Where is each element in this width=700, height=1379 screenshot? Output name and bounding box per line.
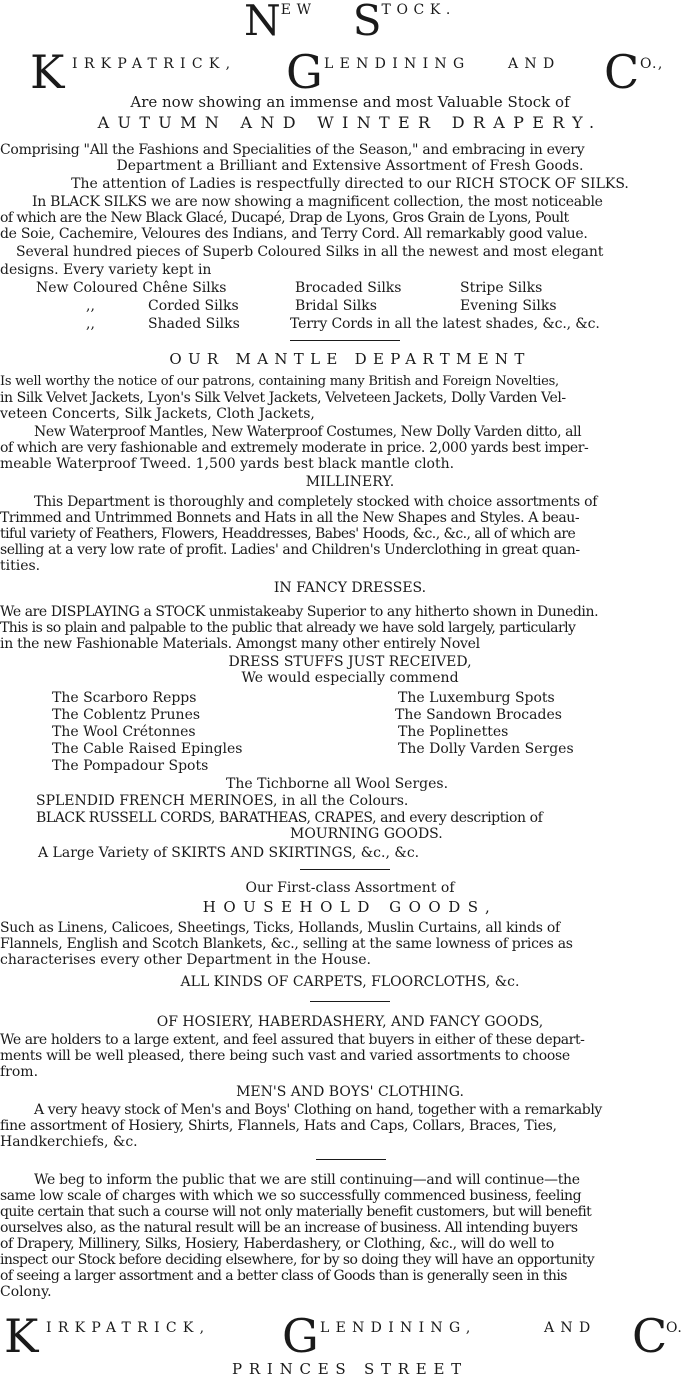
silk-item: Brocaded Silks	[295, 280, 402, 296]
firm-c-initial: C	[604, 45, 640, 99]
firm-g-initial: G	[282, 1309, 319, 1363]
fancy-dresses-title: IN FANCY DRESSES.	[273, 580, 427, 596]
dress-stuff-item: The Wool Crétonnes	[52, 724, 196, 740]
new-stock-heading	[0, 0, 700, 42]
dress-stuff-item: The Dolly Varden Serges	[398, 741, 574, 757]
mantle-line: of which are very fashionable and extremely moderate in price. 2,000 yards best imper-	[0, 440, 589, 456]
dress-stuff-item: The Luxemburg Spots	[398, 690, 555, 706]
household-line: Flannels, English and Scotch Blankets, &c., selling at the same lowness of prices as	[0, 936, 573, 952]
dress-stuffs-heading: DRESS STUFFS JUST RECEIVED,	[228, 654, 472, 670]
closing-line: of seeing a larger assortment and a better class of Goods than is generally seen in this	[0, 1268, 567, 1284]
mantle-line: in Silk Velvet Jackets, Lyon's Silk Velvet Jackets, Velveteen Jackets, Dolly Varden Vel-	[0, 390, 566, 406]
silk-item: Stripe Silks	[460, 280, 543, 296]
clothing-line: A very heavy stock of Men's and Boys' Clothing on hand, together with a remarkably	[34, 1102, 602, 1118]
firm-kirkpatrick: IRKPATRICK,	[72, 56, 237, 72]
russell-cords-line: BLACK RUSSELL CORDS, BARATHEAS, CRAPES, and every description of	[36, 810, 543, 826]
household-intro: Our First-class Assortment of	[245, 880, 455, 896]
hosiery-title: OF HOSIERY, HABERDASHERY, AND FANCY GOODS,	[156, 1014, 544, 1030]
dress-stuff-item: The Scarboro Repps	[52, 690, 197, 706]
intro-line: Are now showing an immense and most Valuable Stock of	[130, 94, 570, 110]
ditto-mark: ,,	[86, 298, 95, 314]
fancy-line: We are DISPLAYING a STOCK unmistakeaby Superior to any hitherto shown in Dunedin.	[0, 604, 599, 620]
household-line: Such as Linens, Calicoes, Sheetings, Ticks, Hollands, Muslin Curtains, all kinds of	[0, 920, 560, 936]
household-goods-title: HOUSEHOLD GOODS,	[202, 898, 498, 916]
household-line: characterises every other Department in the House.	[0, 952, 371, 968]
black-silks-line: In BLACK SILKS we are now showing a magnificent collection, the most noticeable	[32, 194, 603, 210]
millinery-line: This Department is thoroughly and completely stocked with choice assortments of	[34, 494, 598, 510]
dress-stuff-item: The Coblentz Prunes	[52, 707, 201, 723]
hosiery-line: ments will be well pleased, there being such vast and varied assortments to choose	[0, 1048, 570, 1064]
ditto-mark: ,,	[86, 316, 95, 332]
silks-attention-line: The attention of Ladies is respectfully directed to our RICH STOCK OF SILKS.	[71, 176, 629, 192]
mantle-line: Is well worthy the notice of our patrons, containing many British and Foreign Novelties,	[0, 374, 559, 389]
firm-k-initial: K	[30, 45, 65, 99]
carpets-line: ALL KINDS OF CARPETS, FLOORCLOTHS, &c.	[180, 974, 520, 990]
section-divider	[290, 340, 400, 341]
firm-co: O.	[666, 1320, 683, 1336]
firm-g-initial: G	[286, 45, 323, 99]
heading-n-initial: N	[244, 0, 281, 42]
firm-glendining: LENDINING,	[320, 1320, 477, 1336]
clothing-title: MEN'S AND BOYS' CLOTHING.	[236, 1084, 464, 1100]
millinery-line: Trimmed and Untrimmed Bonnets and Hats in all the New Shapes and Styles. A beau-	[0, 510, 580, 526]
millinery-title: MILLINERY.	[305, 474, 395, 490]
mantle-line: veteen Concerts, Silk Jackets, Cloth Jackets,	[0, 406, 315, 422]
hosiery-line: We are holders to a large extent, and feel assured that buyers in either of these depart-	[0, 1032, 585, 1048]
closing-line: inspect our Stock before deciding elsewhere, for by so doing they will have an opportunity	[0, 1252, 595, 1268]
firm-kirkpatrick: IRKPATRICK,	[46, 1320, 211, 1336]
dress-stuff-item: The Pompadour Spots	[52, 758, 209, 774]
closing-line: quite certain that such a course will not only materially benefit customers, but will benefit	[0, 1204, 592, 1220]
coloured-silks-line: designs. Every variety kept in	[0, 262, 212, 278]
skirts-line: A Large Variety of SKIRTS AND SKIRTINGS, &c., &c.	[38, 845, 420, 861]
dress-stuff-item: The Cable Raised Epingles	[52, 741, 243, 757]
clothing-line: fine assortment of Hosiery, Shirts, Flannels, Hats and Caps, Collars, Braces, Ties,	[0, 1118, 557, 1134]
intro-para-line: Comprising "All the Fashions and Specialities of the Season," and embracing in every	[0, 142, 585, 158]
coloured-silks-line: Several hundred pieces of Superb Coloured Silks in all the newest and most elegant	[16, 244, 604, 260]
silk-item: Terry Cords in all the latest shades, &c., &c.	[290, 316, 600, 332]
closing-line: same low scale of charges with which we so successfully commenced business, feeling	[0, 1188, 582, 1204]
closing-line: ourselves also, as the natural result will be an increase of business. All intending buyers	[0, 1220, 578, 1236]
heading-s-initial: S	[352, 0, 382, 42]
millinery-line: selling at a very low rate of profit. Ladies' and Children's Underclothing in great quan-	[0, 542, 580, 558]
mantle-department-title: OUR MANTLE DEPARTMENT	[169, 350, 531, 368]
intro-para-line: Department a Brilliant and Extensive Assortment of Fresh Goods.	[116, 158, 584, 174]
silk-item: Evening Silks	[460, 298, 557, 314]
closing-line: Colony.	[0, 1284, 52, 1300]
firm-co: O.,	[640, 56, 664, 72]
silk-item: Shaded Silks	[148, 316, 240, 332]
clothing-line: Handkerchiefs, &c.	[0, 1134, 138, 1150]
section-divider	[300, 869, 390, 870]
mantle-line: meable Waterproof Tweed. 1,500 yards best black mantle cloth.	[0, 456, 455, 472]
millinery-line: tities.	[0, 558, 41, 574]
firm-name-top	[0, 45, 700, 99]
princes-street: PRINCES STREET	[232, 1360, 468, 1378]
firm-glendining: LENDINING	[324, 56, 471, 72]
firm-c-initial: C	[632, 1309, 668, 1363]
dress-stuff-item: The Sandown Brocades	[395, 707, 562, 723]
closing-line: of Drapery, Millinery, Silks, Hosiery, Haberdashery, or Clothing, &c., will do well to	[0, 1236, 554, 1252]
closing-line: We beg to inform the public that we are still continuing—and will continue—the	[34, 1172, 580, 1188]
millinery-line: tiful variety of Feathers, Flowers, Headdresses, Babes' Hoods, &c., &c., all of which are	[0, 526, 576, 542]
hosiery-line: from.	[0, 1064, 39, 1080]
firm-name-bottom	[0, 1309, 700, 1363]
firm-and: AND	[508, 56, 561, 72]
heading-stock-rest: TOCK.	[381, 2, 456, 18]
tichborne-line: The Tichborne all Wool Serges.	[226, 776, 449, 792]
mourning-goods-line: MOURNING GOODS.	[290, 826, 443, 842]
firm-k-initial: K	[4, 1309, 39, 1363]
mantle-line: New Waterproof Mantles, New Waterproof Costumes, New Dolly Varden ditto, all	[34, 424, 582, 440]
dress-stuff-item: The Poplinettes	[398, 724, 509, 740]
commend-line: We would especially commend	[241, 670, 459, 686]
silk-item: New Coloured Chêne Silks	[36, 280, 227, 296]
fancy-line: in the new Fashionable Materials. Amongst many other entirely Novel	[0, 636, 480, 652]
merinoes-line: SPLENDID FRENCH MERINOES, in all the Colours.	[36, 793, 409, 809]
silk-item: Corded Silks	[148, 298, 239, 314]
black-silks-line: de Soie, Cachemire, Veloures des Indians, and Terry Cord. All remarkably good value.	[0, 226, 588, 242]
fancy-line: This is so plain and palpable to the public that already we have sold largely, particularly	[0, 620, 576, 636]
silk-item: Bridal Silks	[295, 298, 377, 314]
section-divider	[316, 1159, 386, 1160]
heading-new-rest: EW	[280, 2, 317, 18]
firm-and: AND	[544, 1320, 597, 1336]
autumn-winter-drapery: AUTUMN AND WINTER DRAPERY.	[97, 114, 603, 132]
black-silks-line: of which are the New Black Glacé, Ducapé, Drap de Lyons, Gros Grain de Lyons, Poult	[0, 210, 569, 226]
section-divider	[310, 1001, 390, 1002]
